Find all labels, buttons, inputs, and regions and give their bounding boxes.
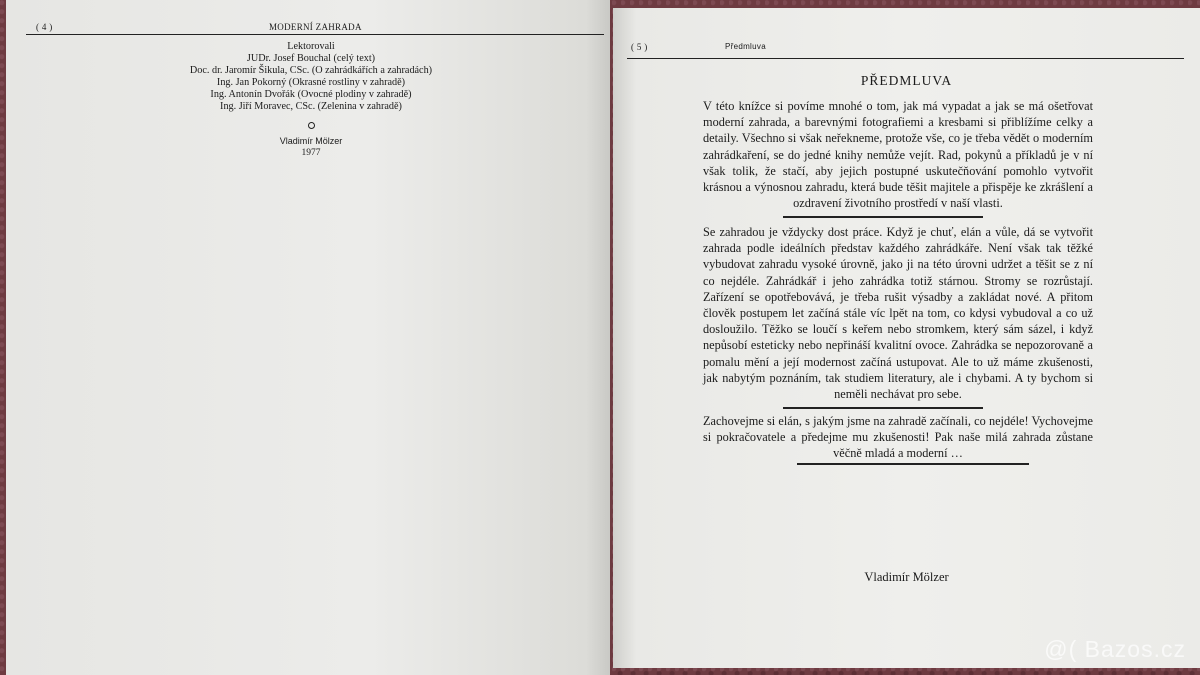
left-page [6,0,610,675]
paragraph: Se zahradou je vždycky dost práce. Když je chuť, elán a vůle, dá se vytvořit zahrada podle ideálních představ každého zahrádkáře. Není však tak těžké vybudovat zahradu vysoké úrovně, jako ji na této úrovni udržet a těšit se z ní co nejdéle. Zahrádkář i jeho zahrádka totiž stárnou. Stromy se rozrůstají. Zařízení se opotřebovává, je třeba rušit výsadby a zakládat nové. A přitom člověk postupem let začíná stále víc lpět na tom, co kdysi vybudoval a co už dosloužilo. Těžko se loučí s keřem nebo stromkem, který sám sázel, i když nepůsobí esteticky nebo nepřináší kvalitní ovoce. Zahrádka se nepozorovaně a pomalu mění a její modernost začíná ustupovat. Ale to už máme zkušenosti, jak nabytým poznáním, tak studiem literatury, ale i chybami. A ty bychom si neměli nechávat pro sebe. [703,225,1093,402]
paragraph: Zachovejme si elán, s jakým jsme na zahradě začínali, co nejdéle! Vychovejme si pokračovatele a předejme mu zkušenosti! Pak naše milá zahrada zůstane věčně mladá a moderní … [703,414,1093,461]
left-page-number: ( 4 ) [36,22,53,32]
left-running-header: MODERNÍ ZAHRADA [269,22,362,32]
watermark: @( Bazos.cz [1044,636,1186,662]
section-separator [783,216,983,218]
section-separator [783,407,983,409]
credits-heading: Lektorovali [287,41,335,52]
credit-line: JUDr. Josef Bouchal (celý text) [246,53,376,64]
page-title: PŘEDMLUVA [860,73,953,88]
credits-block [166,41,456,159]
credit-line: Ing. Antonín Dvořák (Ovocné plodiny v zahradě) [210,89,412,100]
credit-line: Doc. dr. Jaromír Šikula, CSc. (O zahrádkářích a zahradách) [189,65,433,76]
section-separator [797,463,1029,465]
left-header-rule [26,34,604,35]
credit-line: Ing. Jan Pokorný (Okrasné rostliny v zahradě) [216,77,406,88]
paragraph: V této knížce si povíme mnohé o tom, jak má vypadat a jak se má ošetřovat moderní zahrada, a barevnými fotografiemi a kresbami si přiblížíme celky a detaily. Všechno si však neřekneme, protože vše, co je třeba vědět o moderním zahrádkaření, se do jedné knihy nemůže vejít. Rad, pokynů a příkladů je v ní však tolik, že stačí, aby jejich postupné uskutečňování pomohlo vytvořit krásnou a výnosnou zahradu, která bude těšit majitele a přispěje ke zkrášlení a ozdravení životního prostředí v naší vlasti. [703,99,1093,211]
right-page [613,8,1200,668]
credit-line: Ing. Jiří Moravec, CSc. (Zelenina v zahradě) [220,101,402,112]
right-page-number: ( 5 ) [631,42,648,52]
right-running-header: Předmluva [725,42,766,51]
author-name: Vladimír Mölzer [279,136,343,146]
ornament-dot-icon [308,122,315,129]
signature: Vladimír Mölzer [864,570,949,584]
right-header-rule [627,58,1184,59]
publication-year: 1977 [301,148,321,158]
